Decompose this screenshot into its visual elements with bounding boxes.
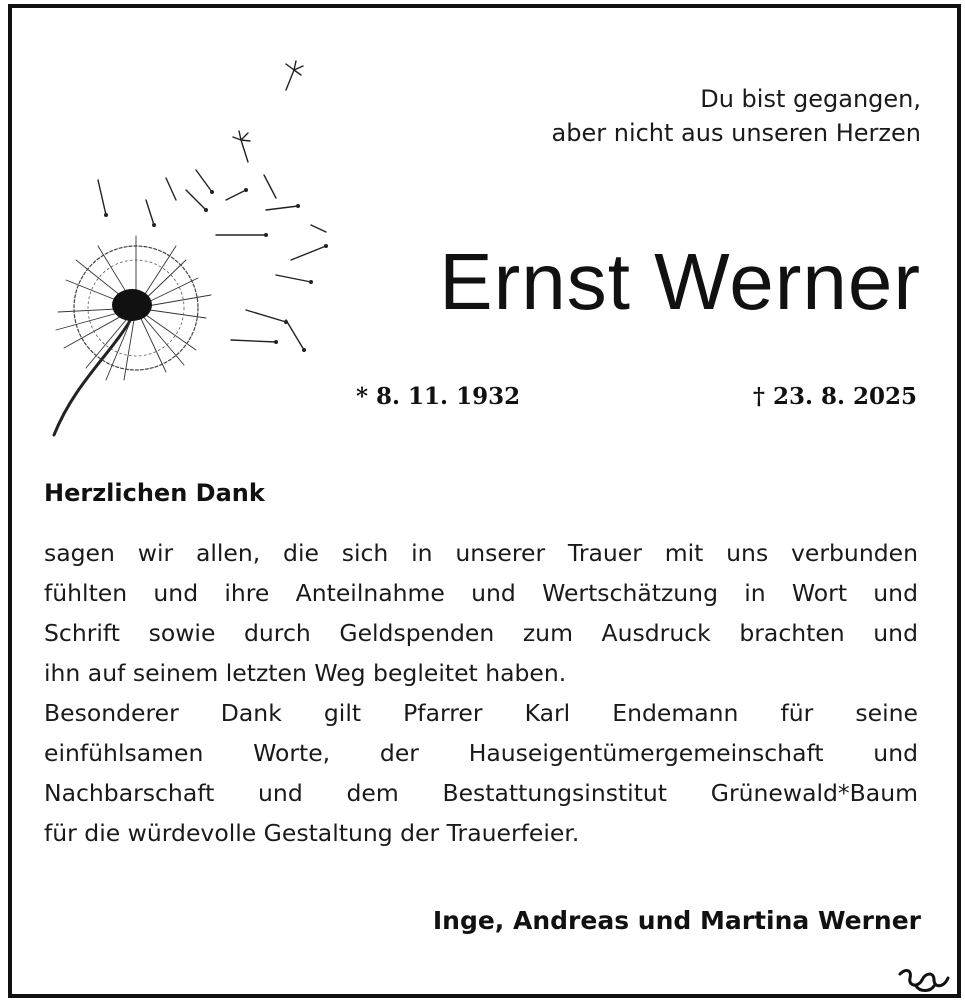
quote-line-1: Du bist gegangen, — [700, 85, 921, 113]
memorial-quote — [552, 82, 921, 150]
thanks-heading: Herzlichen Dank — [44, 479, 265, 507]
deceased-name: Ernst Werner — [439, 237, 921, 326]
thanks-line: für die würdevolle Gestaltung der Trauerfeier. — [44, 819, 580, 847]
thanks-line: ihn auf seinem letzten Weg begleitet haben. — [44, 659, 567, 687]
death-date: † 23. 8. 2025 — [752, 383, 917, 410]
thanks-line: sagen wir allen, die sich in unserer Trauer mit uns verbunden — [44, 539, 918, 567]
ornament-icon — [896, 966, 952, 994]
thanks-line: Nachbarschaft und dem Bestattungsinstitut Grünewald*Baum — [44, 779, 918, 807]
dandelion-icon — [36, 50, 336, 450]
thanks-text — [44, 533, 918, 853]
birth-date: * 8. 11. 1932 — [356, 383, 521, 410]
thanks-line: Schrift sowie durch Geldspenden zum Ausdruck brachten und — [44, 619, 918, 647]
thanks-line: Besonderer Dank gilt Pfarrer Karl Endemann für seine — [44, 699, 918, 727]
thanks-line: fühlten und ihre Anteilnahme und Wertschätzung in Wort und — [44, 579, 918, 607]
signature: Inge, Andreas und Martina Werner — [432, 906, 921, 935]
quote-line-2: aber nicht aus unseren Herzen — [551, 119, 921, 147]
thanks-line: einfühlsamen Worte, der Hauseigentümergemeinschaft und — [44, 739, 918, 767]
